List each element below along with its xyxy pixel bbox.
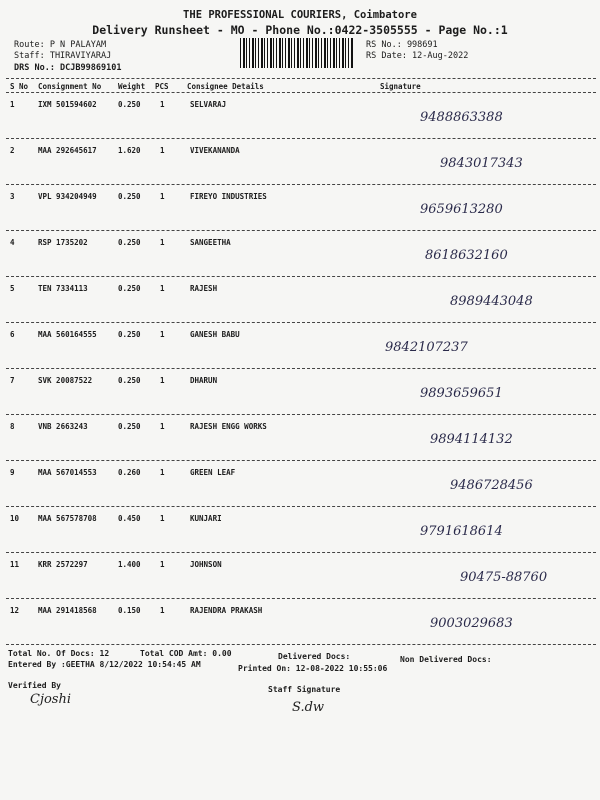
row-divider	[6, 598, 596, 599]
verified-by-signature: Cjoshi	[30, 692, 72, 707]
row-consignee: RAJESH	[190, 284, 218, 293]
row-signature-phone: 9003029683	[430, 616, 513, 631]
row-sno: 5	[10, 284, 15, 293]
row-weight: 0.250	[118, 284, 141, 293]
row-weight: 0.150	[118, 606, 141, 615]
row-signature-phone: 8618632160	[425, 248, 508, 263]
row-sno: 11	[10, 560, 20, 569]
row-consignee: GREEN LEAF	[190, 468, 236, 477]
row-divider	[6, 138, 596, 139]
row-pcs: 1	[160, 468, 165, 477]
total-cod: Total COD Amt: 0.00	[140, 649, 232, 658]
col-header-sno: S No	[10, 82, 29, 91]
barcode	[240, 38, 354, 68]
row-divider	[6, 552, 596, 553]
row-weight: 1.620	[118, 146, 141, 155]
row-consignment-no: RSP 1735202	[38, 238, 88, 247]
row-consignee: RAJESH ENGG WORKS	[190, 422, 267, 431]
row-pcs: 1	[160, 514, 165, 523]
delivered-docs: Delivered Docs:	[278, 652, 351, 661]
row-weight: 0.450	[118, 514, 141, 523]
row-sno: 12	[10, 606, 20, 615]
row-consignee: SELVARAJ	[190, 100, 227, 109]
row-pcs: 1	[160, 146, 165, 155]
row-divider	[6, 506, 596, 507]
col-header-pcs: PCS	[155, 82, 169, 91]
row-weight: 0.260	[118, 468, 141, 477]
row-pcs: 1	[160, 192, 165, 201]
row-weight: 1.400	[118, 560, 141, 569]
row-divider	[6, 276, 596, 277]
header-divider-top	[6, 78, 596, 79]
row-consignment-no: MAA 567014553	[38, 468, 97, 477]
col-header-signature: Signature	[380, 82, 421, 91]
row-pcs: 1	[160, 560, 165, 569]
row-consignment-no: TEN 7334113	[38, 284, 88, 293]
row-consignee: FIREYO INDUSTRIES	[190, 192, 267, 201]
non-delivered-docs: Non Delivered Docs:	[400, 655, 492, 664]
row-sno: 6	[10, 330, 15, 339]
row-pcs: 1	[160, 330, 165, 339]
row-sno: 9	[10, 468, 15, 477]
row-signature-phone: 9894114132	[430, 432, 513, 447]
row-consignee: VIVEKANANDA	[190, 146, 240, 155]
row-weight: 0.250	[118, 100, 141, 109]
entered-by: Entered By :GEETHA 8/12/2022 10:54:45 AM	[8, 660, 201, 669]
row-signature-phone: 9486728456	[450, 478, 533, 493]
row-weight: 0.250	[118, 422, 141, 431]
rs-date: RS Date: 12-Aug-2022	[366, 51, 469, 61]
row-divider	[6, 184, 596, 185]
row-signature-phone: 9893659651	[420, 386, 503, 401]
row-pcs: 1	[160, 238, 165, 247]
col-header-weight: Weight	[118, 82, 146, 91]
row-consignment-no: MAA 567578708	[38, 514, 97, 523]
row-pcs: 1	[160, 422, 165, 431]
printed-on: Printed On: 12-08-2022 10:55:06	[238, 664, 388, 673]
row-sno: 7	[10, 376, 15, 385]
staff-label: Staff: THIRAVIYARAJ	[14, 51, 112, 61]
page-title: THE PROFESSIONAL COURIERS, Coimbatore	[183, 9, 417, 21]
row-signature-phone: 9842107237	[385, 340, 468, 355]
row-sno: 2	[10, 146, 15, 155]
staff-signature-label: Staff Signature	[268, 685, 341, 694]
row-signature-phone: 9791618614	[420, 524, 503, 539]
row-sno: 4	[10, 238, 15, 247]
row-sno: 10	[10, 514, 20, 523]
row-signature-phone: 90475-88760	[460, 570, 548, 585]
row-consignee: RAJENDRA PRAKASH	[190, 606, 263, 615]
row-consignee: DHARUN	[190, 376, 218, 385]
row-sno: 1	[10, 100, 15, 109]
drs-number: DRS No.: DCJB99869101	[14, 63, 122, 73]
row-pcs: 1	[160, 376, 165, 385]
row-signature-phone: 9659613280	[420, 202, 503, 217]
row-weight: 0.250	[118, 192, 141, 201]
row-consignment-no: MAA 560164555	[38, 330, 97, 339]
row-divider	[6, 322, 596, 323]
staff-signature-mark: S.dw	[292, 700, 325, 715]
verified-by-label: Verified By	[8, 681, 61, 690]
row-weight: 0.250	[118, 238, 141, 247]
row-consignment-no: MAA 291418568	[38, 606, 97, 615]
row-consignee: GANESH BABU	[190, 330, 240, 339]
row-signature-phone: 8989443048	[450, 294, 533, 309]
row-consignment-no: MAA 292645617	[38, 146, 97, 155]
row-divider	[6, 368, 596, 369]
row-divider	[6, 460, 596, 461]
col-header-consignment: Consignment No	[38, 82, 102, 91]
row-consignment-no: VNB 2663243	[38, 422, 88, 431]
row-pcs: 1	[160, 100, 165, 109]
row-signature-phone: 9843017343	[440, 156, 523, 171]
row-consignee: KUNJARI	[190, 514, 222, 523]
row-pcs: 1	[160, 606, 165, 615]
runsheet-subtitle: Delivery Runsheet - MO - Phone No.:0422-3505555 - Page No.:1	[92, 23, 508, 37]
row-consignment-no: SVK 20087522	[38, 376, 93, 385]
row-divider	[6, 230, 596, 231]
total-docs: Total No. Of Docs: 12	[8, 649, 110, 658]
col-header-consignee: Consignee Details	[187, 82, 264, 91]
row-signature-phone: 9488863388	[420, 110, 503, 125]
row-consignee: SANGEETHA	[190, 238, 231, 247]
header-divider-bottom	[6, 92, 596, 93]
row-pcs: 1	[160, 284, 165, 293]
row-divider	[6, 414, 596, 415]
row-consignment-no: KRR 2572297	[38, 560, 88, 569]
row-weight: 0.250	[118, 376, 141, 385]
row-divider	[6, 644, 596, 645]
row-sno: 8	[10, 422, 15, 431]
row-consignee: JOHNSON	[190, 560, 222, 569]
row-weight: 0.250	[118, 330, 141, 339]
row-consignment-no: VPL 934204949	[38, 192, 97, 201]
row-consignment-no: IXM 501594602	[38, 100, 97, 109]
row-sno: 3	[10, 192, 15, 201]
route-label: Route: P N PALAYAM	[14, 40, 107, 50]
rs-number: RS No.: 998691	[366, 40, 438, 50]
